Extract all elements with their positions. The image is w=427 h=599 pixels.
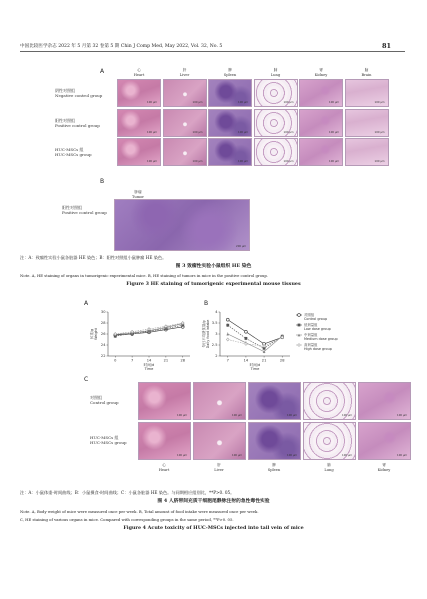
- fig3-panel-b-row-en: Positive control group: [62, 210, 107, 215]
- fig4-micrograph-lung: [303, 422, 356, 460]
- fig3-panel-b-row-zh: 阳性对照组: [62, 205, 82, 210]
- fig3-col-header-en: Spleen: [223, 72, 237, 77]
- fig3-micrograph-spleen: [208, 138, 252, 166]
- fig3-micrograph-brain: [345, 138, 389, 166]
- fig4-col-footer-zh: 肝: [217, 463, 221, 467]
- fig3-micrograph-brain: [345, 79, 389, 107]
- scale-bar-label: 100 μm: [342, 414, 352, 417]
- fig4-row-label: [90, 435, 127, 445]
- legend-label: Control group: [304, 317, 328, 321]
- y-tick-label: 28: [100, 321, 106, 326]
- scale-bar-label: 100 μm: [397, 454, 407, 457]
- fig3-row-label: [55, 147, 92, 157]
- x-tick-label: 28: [279, 358, 285, 363]
- fig4-micrograph-liver: [193, 382, 246, 420]
- fig3-micrograph-spleen: [208, 79, 252, 107]
- scale-bar-label: 100 μm: [283, 101, 294, 104]
- legend-label: 中剂量组: [304, 333, 318, 337]
- fig3-panel-b-letter: B: [100, 178, 105, 185]
- fig4-col-footer-en: Kidney: [377, 467, 391, 472]
- y-tick-label: 3: [215, 332, 218, 337]
- fig3-micrograph-lung: [254, 138, 298, 166]
- y-tick-label: 4: [215, 310, 218, 315]
- scale-bar-label: 100 μm: [374, 101, 385, 104]
- scale-bar-label: 100 μm: [192, 130, 203, 134]
- legend-label: 对照组: [304, 313, 315, 317]
- fig4-row-label: [90, 395, 119, 405]
- fig4-col-footer-kidney: [364, 463, 404, 472]
- data-point: [245, 343, 248, 346]
- series-line: [228, 334, 282, 352]
- data-point: [226, 338, 229, 341]
- fig4-micrograph-heart: [138, 422, 191, 460]
- fig3-title-zh: 图 3 致瘤性实验小鼠组织 HE 染色: [175, 263, 252, 269]
- scale-bar-label: 100 μm: [238, 130, 248, 134]
- fig3-note-en: Note. A, HE staining of organs in tumorigenic experimental mice. B, HE staining of tumors in mice in the positive control group.: [20, 273, 269, 278]
- legend-marker: [298, 314, 301, 317]
- fig3-micrograph-liver: [163, 138, 207, 166]
- fig3-col-header-en: Liver: [179, 72, 190, 77]
- scale-bar-label: 100 μm: [374, 130, 385, 134]
- fig3-panel-a-letter: A: [100, 68, 105, 75]
- scale-bar-label: 100 μm: [232, 454, 242, 457]
- fig4-col-footer-en: Lung: [324, 467, 334, 472]
- scale-bar-label: 100 μm: [283, 160, 294, 163]
- fig3-micrograph-kidney: [299, 138, 343, 166]
- fig3-col-header-heart: [119, 68, 159, 77]
- scale-bar-label: 100 μm: [287, 454, 297, 457]
- fig4-note-en-2: C, HE staining of various organs in mice. Compared with corresponding groups in the same period, **P>0. 05.: [20, 517, 234, 522]
- fig3-micrograph-brain: [345, 109, 389, 137]
- fig3-row-label: [55, 88, 102, 98]
- legend-label: 低剂量组: [304, 323, 318, 327]
- fig3-micrograph-lung: [254, 79, 298, 107]
- scale-bar-label: 100 μm: [238, 101, 248, 104]
- fig4-row-label-en: HUC-MSCs group: [90, 440, 127, 445]
- fig4-note-zh: 注：A：小鼠体重-时间曲线；B：小鼠摄食-时间曲线；C：小鼠各脏器 HE 染色。与同期相应组别比，**P>0. 05。: [20, 490, 235, 495]
- legend-marker: [298, 344, 301, 347]
- data-point: [226, 324, 229, 327]
- y-axis-label: 体重/g: [90, 328, 94, 340]
- data-point: [226, 318, 229, 321]
- legend-label: 高剂量组: [304, 343, 318, 347]
- fig3-col-header-zh: 肾: [319, 68, 323, 72]
- fig4-micrograph-spleen: [248, 422, 301, 460]
- fig4-row-label-en: Control group: [90, 400, 119, 405]
- x-tick-label: 7: [226, 358, 229, 363]
- legend-label: High dose group: [304, 347, 332, 351]
- fig3-row-label-zh: 阳性对照组: [55, 117, 75, 123]
- fig4-col-footer-en: Spleen: [267, 467, 281, 472]
- fig3-micrograph-liver: [163, 79, 207, 107]
- data-point: [245, 337, 248, 340]
- fig3-row-label: [55, 118, 100, 128]
- legend-label: Low dose group: [304, 327, 331, 331]
- y-axis-label: Daily food intake: [206, 319, 210, 349]
- scale-bar-label: 100 μm: [147, 101, 157, 104]
- fig3-col-header-brain: [347, 68, 387, 77]
- scale-bar-label: 100 μm: [177, 454, 187, 457]
- fig3-col-header-zh: 心: [137, 68, 141, 72]
- fig3-col-header-lung: [256, 68, 296, 77]
- y-tick-label: 24: [100, 343, 106, 348]
- scale-bar-label: 100 μm: [192, 101, 203, 104]
- fig3-col-header-en: Heart: [133, 72, 145, 77]
- fig4-micrograph-liver: [193, 422, 246, 460]
- fig4-col-footer-lung: [309, 463, 349, 472]
- series-line: [228, 320, 282, 344]
- fig3-micrograph-heart: [117, 138, 161, 166]
- fig3-micrograph-lung: [254, 109, 298, 137]
- x-axis-label: 时间/d: [143, 363, 155, 367]
- fig3-row-label-en: Positive control group: [55, 122, 100, 128]
- y-tick-label: 2: [215, 354, 218, 359]
- x-tick-label: 7: [130, 358, 134, 363]
- fig4-title-en: Figure 4 Acute toxicity of HUC-MSCs injected into tail vein of mice: [123, 525, 304, 531]
- fig4-col-footer-en: Liver: [214, 467, 224, 472]
- y-tick-label: 22: [100, 354, 106, 359]
- x-tick-label: 0: [114, 358, 117, 363]
- fig4-col-footer-zh: 肾: [382, 463, 386, 467]
- fig3-row-label-en: Negative control group: [55, 93, 103, 98]
- fig4-weight-chart: [84, 306, 198, 378]
- fig3-micrograph-liver: [163, 109, 207, 137]
- fig4-row-label-zh: 对照组: [90, 395, 102, 400]
- legend-label: Medium dose group: [304, 337, 338, 341]
- fig3-col-header-spleen: [210, 68, 250, 77]
- fig3-col-header-en: Lung: [270, 72, 281, 77]
- fig4-row-label-zh: HUC-MSCs 组: [90, 435, 119, 440]
- scale-bar-label: 100 μm: [287, 414, 297, 417]
- x-tick-label: 14: [243, 358, 249, 363]
- fig4-col-footer-heart: [144, 463, 184, 472]
- y-axis-label: Weight: [94, 328, 98, 340]
- fig3-col-header-liver: [165, 68, 205, 77]
- scale-bar-label: 100 μm: [238, 160, 248, 163]
- y-tick-label: 3.5: [211, 321, 218, 326]
- fig3-panel-b-col-zh: 肿瘤: [134, 190, 142, 194]
- fig3-panel-b-col-en: Tumor: [131, 194, 144, 199]
- fig3-col-header-zh: 脾: [228, 68, 232, 72]
- page-number: 81: [382, 42, 392, 50]
- header-rule: [20, 51, 405, 52]
- scale-bar-label: 100 μm: [329, 130, 339, 134]
- fig4-panel-c-letter: C: [84, 376, 89, 383]
- x-axis-label: 时间/d: [249, 363, 261, 367]
- scale-bar-label: 100 μm: [329, 101, 339, 104]
- fig4-micrograph-spleen: [248, 382, 301, 420]
- fig3-micrograph-heart: [117, 79, 161, 107]
- fig3-panel-b-col-header: [118, 190, 158, 199]
- fig4-col-footer-liver: [199, 463, 239, 472]
- x-tick-label: 14: [146, 358, 152, 363]
- x-tick-label: 21: [163, 358, 169, 363]
- running-header: 中国比较医学杂志 2022 年 5 月第 32 卷第 5 期 Chin J Comp Med, May 2022, Vol. 32, No. 5: [20, 44, 223, 49]
- scale-bar-label: 100 μm: [283, 130, 294, 134]
- fig3-col-header-zh: 肺: [273, 68, 278, 72]
- fig4-micrograph-lung: [303, 382, 356, 420]
- fig3-col-header-zh: 肝: [182, 68, 187, 72]
- fig3-micrograph-kidney: [299, 109, 343, 137]
- fig4-micrograph-heart: [138, 382, 191, 420]
- y-axis-label: 每日平均摄食量/g: [202, 320, 206, 348]
- fig3-title-en: Figure 3 HE staining of tumorigenic experimental mouse tissues: [126, 281, 301, 287]
- fig3-col-header-kidney: [301, 68, 341, 77]
- fig3-col-header-zh: 脑: [364, 68, 369, 72]
- scale-bar-label: 100 μm: [397, 414, 407, 417]
- fig4-col-footer-zh: 肺: [327, 463, 331, 467]
- x-axis-label: Time: [144, 367, 154, 371]
- fig3-tumor-micrograph: [114, 199, 250, 251]
- data-point: [245, 330, 248, 333]
- legend-marker: [298, 324, 301, 327]
- y-tick-label: 2.5: [211, 343, 218, 348]
- fig4-col-footer-zh: 脾: [272, 463, 276, 467]
- scale-bar-label: 100 μm: [342, 454, 352, 457]
- fig3-micrograph-kidney: [299, 79, 343, 107]
- fig3-row-label-en: HUC-MSCs group: [55, 152, 92, 157]
- fig4-micrograph-kidney: [358, 382, 411, 420]
- fig3-micrograph-spleen: [208, 109, 252, 137]
- fig4-food-intake-chart: [196, 306, 346, 378]
- fig3-micrograph-heart: [117, 109, 161, 137]
- scale-bar-label: 100 μm: [374, 160, 385, 163]
- fig4-col-footer-en: Heart: [158, 467, 170, 472]
- fig4-micrograph-kidney: [358, 422, 411, 460]
- fig3-note-zh: 注：A：致瘤性实验小鼠各脏器 HE 染色；B：阳性对照组小鼠肿瘤 HE 染色。: [20, 255, 167, 260]
- fig4-note-en-1: Note. A, Body weight of mice were measured once per week. B, Total amount of food intake were measured once per week.: [20, 509, 259, 514]
- fig3-col-header-en: Kidney: [314, 72, 328, 77]
- fig4-panel-b-letter: B: [204, 300, 209, 307]
- fig3-row-label-zh: 阴性对照组: [55, 88, 75, 93]
- scale-bar-label: 100 μm: [147, 130, 157, 134]
- fig4-col-footer-zh: 心: [162, 463, 166, 467]
- scale-bar-label: 100 μm: [147, 160, 157, 163]
- scale-bar-label: 100 μm: [177, 414, 187, 417]
- y-tick-label: 30: [100, 310, 106, 315]
- fig3-row-label-zh: HUC-MSCs 组: [55, 147, 84, 152]
- y-tick-label: 26: [100, 332, 106, 337]
- x-axis-label: Time: [250, 367, 260, 371]
- x-tick-label: 28: [180, 358, 186, 363]
- scale-bar-label: 100 μm: [192, 160, 203, 163]
- scale-bar-label: 100 μm: [329, 160, 339, 163]
- scale-bar-label: 100 μm: [232, 414, 242, 417]
- fig4-panel-a-letter: A: [84, 300, 89, 307]
- scale-bar-label: 200 μm: [236, 245, 246, 248]
- fig4-title-zh: 图 4 人脐带间充质干细胞尾静脉注射的急性毒性实验: [157, 498, 270, 504]
- fig3-panel-b-row-label: [62, 205, 107, 215]
- fig3-col-header-en: Brain: [361, 72, 372, 77]
- x-tick-label: 21: [261, 358, 267, 363]
- fig4-col-footer-spleen: [254, 463, 294, 472]
- data-point: [226, 333, 229, 336]
